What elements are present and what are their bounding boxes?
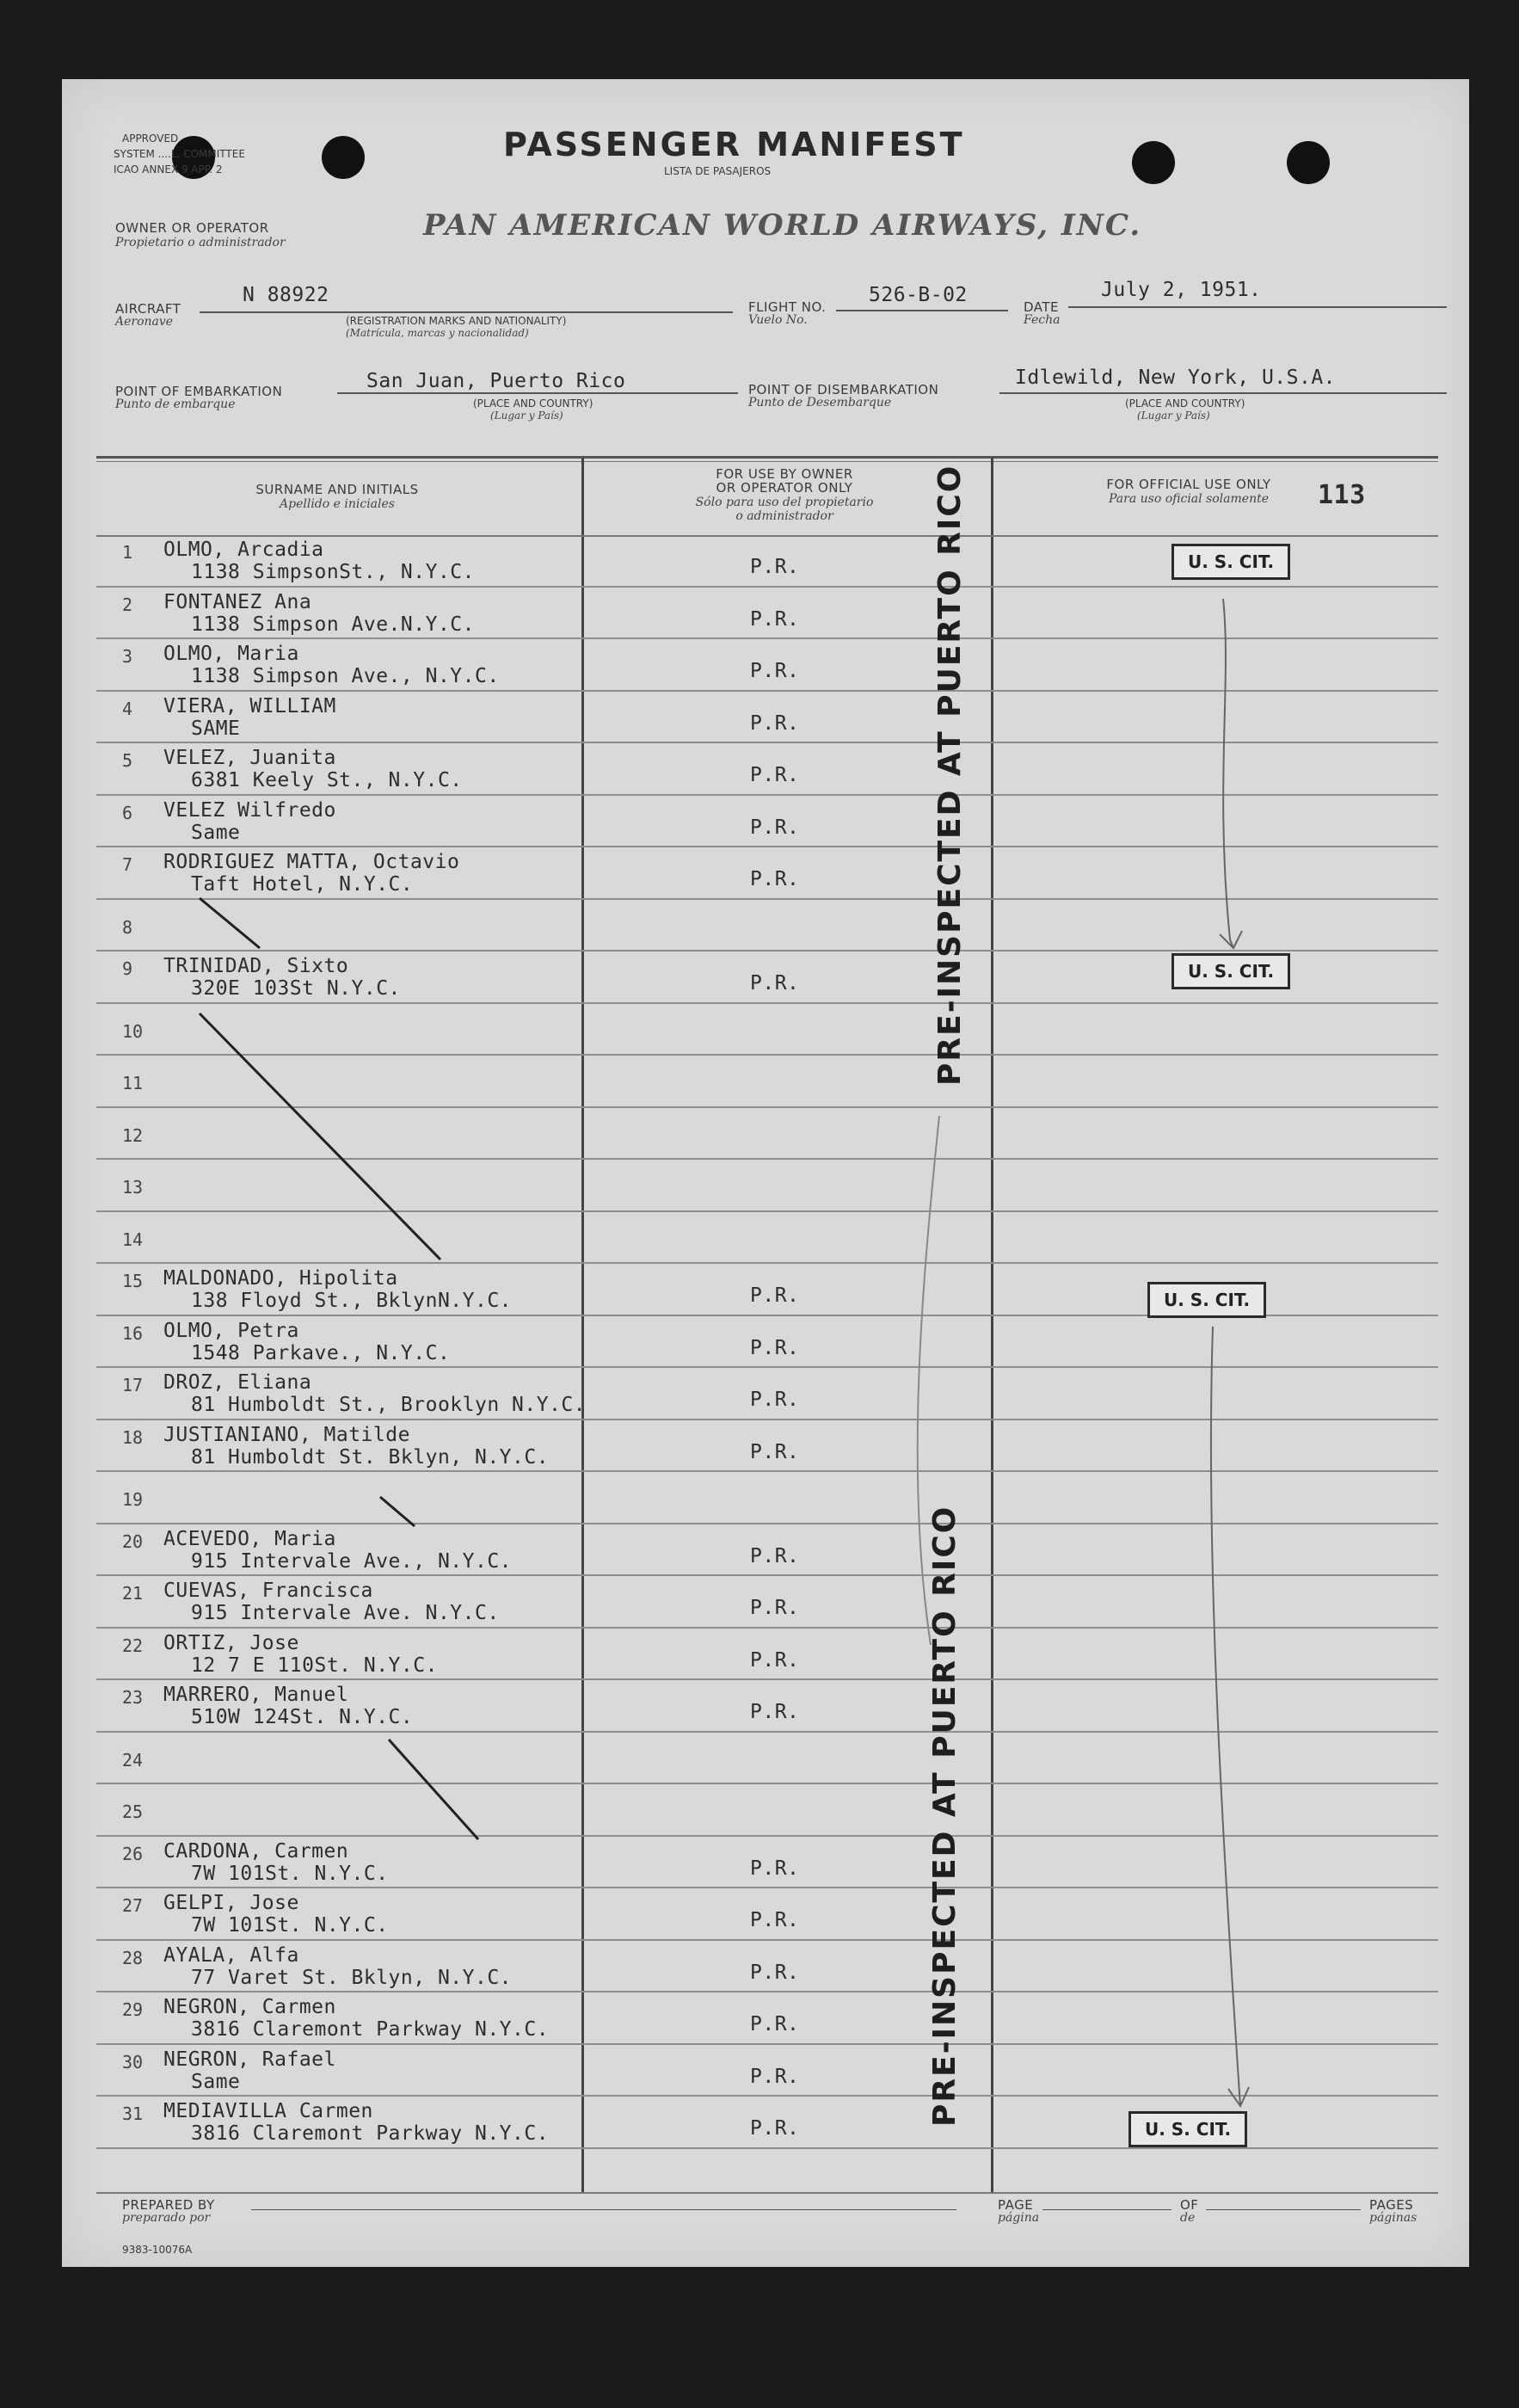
operator-code: P.R. (750, 764, 800, 786)
of-label: OF (1180, 2197, 1199, 2213)
passenger-address: 6381 Keely St., N.Y.C. (191, 769, 463, 791)
manifest-sheet (62, 79, 1469, 2267)
passenger-address: 1138 Simpson Ave.N.Y.C. (191, 613, 475, 636)
us-cit-stamp: U. S. CIT. (1128, 2111, 1247, 2147)
operator-code: P.R. (750, 1648, 800, 1672)
passenger-name: VIERA, WILLIAM (163, 694, 336, 717)
passenger-address: 1548 Parkave., N.Y.C. (191, 1341, 451, 1364)
operator-code: P.R. (750, 972, 800, 995)
aircraft-value: N 88922 (243, 284, 329, 306)
owner-use-header-1: FOR USE BY OWNER (716, 466, 853, 482)
row-number: 6 (122, 802, 133, 823)
operator-code: P.R. (750, 1284, 800, 1307)
date-label-es: Fecha (1024, 313, 1061, 327)
pencil-arrow (1220, 599, 1242, 948)
passenger-name: GELPI, Jose (163, 1892, 299, 1914)
row-number: 10 (122, 1020, 144, 1042)
prepared-by-label-es: preparado por (122, 2211, 211, 2225)
registration-note: (REGISTRATION MARKS AND NATIONALITY) (346, 315, 567, 327)
passenger-name: NEGRON, Rafael (163, 2048, 336, 2071)
place-note-2: (PLACE AND COUNTRY) (1125, 397, 1245, 410)
strike-line (200, 1013, 440, 1259)
us-cit-stamp: U. S. CIT. (1147, 1282, 1266, 1318)
operator-code: P.R. (750, 1389, 800, 1411)
passenger-address: Same (191, 2070, 241, 2093)
passenger-address: 81 Humboldt St. Bklyn, N.Y.C. (191, 1445, 550, 1469)
passenger-address: 12 7 E 110St. N.Y.C. (191, 1654, 438, 1677)
operator-code: P.R. (750, 816, 800, 839)
date-value: July 2, 1951. (1101, 279, 1262, 301)
operator-code: P.R. (750, 607, 800, 631)
row-number: 16 (122, 1322, 144, 1344)
operator-code: P.R. (750, 2013, 800, 2035)
row-number: 11 (122, 1073, 144, 1093)
embark-value: San Juan, Puerto Rico (366, 370, 626, 392)
passenger-name: TRINIDAD, Sixto (163, 955, 349, 977)
operator-code: P.R. (750, 868, 800, 890)
passenger-address: SAME (191, 717, 241, 740)
official-number: 113 (1318, 480, 1366, 510)
row-number: 20 (122, 1530, 144, 1552)
row-number: 15 (122, 1271, 144, 1291)
row-number: 28 (122, 1947, 144, 1968)
page-subtitle: LISTA DE PASAJEROS (664, 165, 772, 177)
operator-code: P.R. (750, 2065, 800, 2088)
row-number: 27 (122, 1895, 144, 1916)
passenger-address: Same (191, 821, 241, 844)
place-note-2-es: (Lugar y País) (1137, 410, 1210, 422)
embark-label: POINT OF EMBARKATION (115, 384, 283, 399)
row-number: 19 (122, 1489, 144, 1510)
row-number: 29 (122, 1999, 144, 2020)
owner-use-header-es-2: o administrador (735, 509, 833, 523)
pre-inspected-stamp: PRE-INSPECTED AT PUERTO RICO (927, 1505, 962, 2127)
passenger-address: 320E 103St N.Y.C. (191, 977, 401, 1000)
passenger-address: 915 Intervale Ave., N.Y.C. (191, 1549, 513, 1573)
prepared-by-label: PREPARED BY (122, 2197, 215, 2213)
row-number: 12 (122, 1124, 144, 1146)
row-number: 2 (122, 594, 133, 615)
row-number: 8 (122, 916, 133, 938)
place-note: (PLACE AND COUNTRY) (473, 397, 593, 410)
pre-inspected-stamp: PRE-INSPECTED AT PUERTO RICO (932, 464, 968, 1086)
passenger-address: 7W 101St. N.Y.C. (191, 1914, 389, 1937)
row-number: 4 (122, 698, 133, 719)
us-cit-stamp: U. S. CIT. (1172, 953, 1290, 989)
passenger-name: VELEZ, Juanita (163, 747, 336, 769)
disembark-value: Idlewild, New York, U.S.A. (1015, 366, 1337, 389)
owner-label: OWNER OR OPERATOR (115, 220, 269, 236)
operator-code: P.R. (750, 1440, 800, 1463)
pages-label: PAGES (1369, 2197, 1414, 2213)
passenger-name: CARDONA, Carmen (163, 1839, 349, 1863)
pencil-arrow (1211, 1327, 1249, 2106)
passenger-name: JUSTIANIANO, Matilde (163, 1423, 410, 1446)
row-number: 23 (122, 1687, 144, 1708)
flight-no-label-es: Vuelo No. (748, 313, 808, 327)
operator-code: P.R. (750, 1544, 800, 1567)
operator-code: P.R. (750, 711, 800, 735)
row-number: 17 (122, 1375, 144, 1395)
operator-code: P.R. (750, 1336, 800, 1359)
aircraft-label: AIRCRAFT (115, 301, 181, 317)
passenger-name: OLMO, Arcadia (163, 539, 324, 561)
row-number: 18 (122, 1426, 144, 1448)
passenger-name: MARRERO, Manuel (163, 1684, 349, 1706)
row-number: 14 (122, 1229, 144, 1250)
strike-line (380, 1497, 415, 1526)
operator-code: P.R. (750, 2117, 800, 2140)
passenger-name: MALDONADO, Hipolita (163, 1267, 398, 1290)
row-number: 21 (122, 1583, 144, 1604)
official-header: FOR OFFICIAL USE ONLY (1106, 477, 1271, 492)
embark-label-es: Punto de embarque (115, 397, 236, 411)
passenger-address: 510W 124St. N.Y.C. (191, 1706, 414, 1728)
official-header-es: Para uso oficial solamente (1109, 492, 1269, 506)
passenger-address: 7W 101St. N.Y.C. (191, 1862, 389, 1885)
operator-code: P.R. (750, 1909, 800, 1931)
row-number: 9 (122, 958, 133, 979)
passenger-name: AYALA, Alfa (163, 1943, 299, 1967)
operator-code: P.R. (750, 1701, 800, 1723)
us-cit-stamp: U. S. CIT. (1172, 544, 1290, 580)
operator-name: PAN AMERICAN WORLD AIRWAYS, INC. (423, 208, 1142, 243)
passenger-name: CUEVAS, Francisca (163, 1580, 373, 1602)
passenger-address: 1138 Simpson Ave., N.Y.C. (191, 665, 500, 687)
surname-header: SURNAME AND INITIALS (255, 482, 419, 497)
aircraft-label-es: Aeronave (115, 315, 174, 329)
passenger-address: 81 Humboldt St., Brooklyn N.Y.C. (191, 1394, 587, 1416)
row-number: 7 (122, 854, 133, 875)
row-number: 5 (122, 750, 133, 771)
passenger-address: Taft Hotel, N.Y.C. (191, 873, 414, 896)
form-number: 9383-10076A (122, 2244, 193, 2256)
operator-code: P.R. (750, 1961, 800, 1984)
page-title: PASSENGER MANIFEST (503, 126, 965, 163)
operator-code: P.R. (750, 1597, 800, 1619)
passenger-name: OLMO, Maria (163, 643, 299, 665)
passenger-name: ACEVEDO, Maria (163, 1527, 336, 1550)
date-label: DATE (1024, 299, 1060, 315)
passenger-name: VELEZ Wilfredo (163, 798, 336, 822)
flight-no-label: FLIGHT NO. (748, 299, 827, 315)
pages-label-es: páginas (1369, 2211, 1418, 2225)
row-number: 1 (122, 542, 133, 563)
operator-code: P.R. (750, 1857, 800, 1880)
registration-note-es: (Matrícula, marcas y nacionalidad) (346, 327, 529, 339)
passenger-address: 3816 Claremont Parkway N.Y.C. (191, 2122, 550, 2145)
disembark-label: POINT OF DISEMBARKATION (748, 382, 939, 397)
approval-line: APPROVED (122, 132, 179, 145)
row-number: 13 (122, 1177, 144, 1198)
passenger-name: NEGRON, Carmen (163, 1996, 336, 2018)
operator-code: P.R. (750, 660, 800, 682)
row-number: 22 (122, 1635, 144, 1656)
page-label: PAGE (998, 2197, 1034, 2213)
passenger-address: 915 Intervale Ave. N.Y.C. (191, 1602, 500, 1624)
row-number: 26 (122, 1843, 144, 1864)
page-label-es: página (998, 2211, 1040, 2225)
passenger-name: FONTANEZ Ana (163, 590, 312, 613)
passenger-address: 3816 Claremont Parkway N.Y.C. (191, 2018, 550, 2041)
flight-no-value: 526-B-02 (869, 284, 968, 306)
passenger-name: MEDIAVILLA Carmen (163, 2100, 373, 2122)
of-label-es: de (1180, 2211, 1196, 2225)
row-number: 25 (122, 1801, 144, 1822)
passenger-name: DROZ, Eliana (163, 1371, 312, 1394)
operator-code: P.R. (750, 556, 800, 578)
blank-rows-strikeout (62, 79, 1469, 2267)
passenger-address: 77 Varet St. Bklyn, N.Y.C. (191, 1966, 513, 1989)
owner-use-header-es-1: Sólo para uso del propietario (695, 496, 874, 509)
passenger-address: 1138 SimpsonSt., N.Y.C. (191, 561, 475, 583)
owner-use-header-2: OR OPERATOR ONLY (716, 480, 853, 496)
row-number: 30 (122, 2051, 144, 2072)
row-number: 3 (122, 646, 133, 667)
passenger-name: OLMO, Petra (163, 1319, 299, 1342)
disembark-label-es: Punto de Desembarque (748, 396, 892, 410)
approval-line: ICAO ANNEX 9 APP. 2 (114, 163, 223, 176)
passenger-address: 138 Floyd St., BklynN.Y.C. (191, 1290, 513, 1312)
passenger-name: ORTIZ, Jose (163, 1631, 299, 1654)
approval-line: SYSTEM ....L. COMMITTEE (114, 148, 245, 160)
row-number: 24 (122, 1749, 144, 1771)
strike-line (200, 898, 260, 948)
surname-header-es: Apellido e iniciales (280, 497, 395, 511)
row-number: 31 (122, 2103, 144, 2124)
owner-label-es: Propietario o administrador (115, 236, 286, 249)
place-note-es: (Lugar y País) (490, 410, 563, 422)
passenger-name: RODRIGUEZ MATTA, Octavio (163, 851, 460, 873)
strike-line (389, 1740, 478, 1839)
